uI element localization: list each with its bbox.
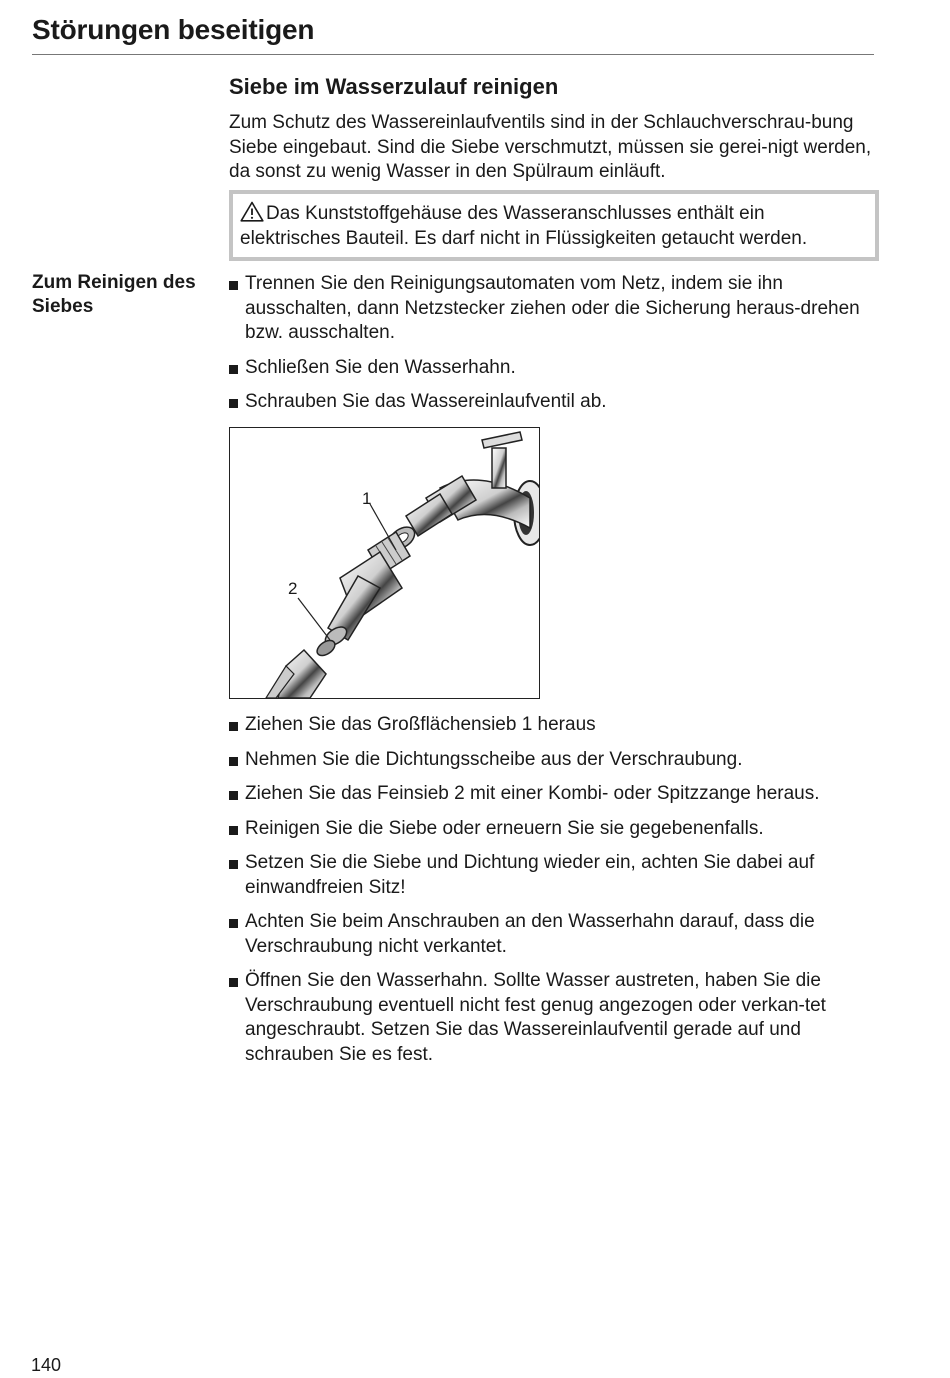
page-number: 140 bbox=[31, 1355, 62, 1375]
tap-filter-illustration bbox=[229, 427, 540, 699]
warning-triangle-icon bbox=[240, 201, 264, 222]
list-item: Nehmen Sie die Dichtungsscheibe aus der Verschraubung. bbox=[229, 748, 879, 773]
tap-filter-drawing bbox=[230, 428, 539, 698]
list-item: Achten Sie beim Anschrauben an den Wasserhahn darauf, dass die Verschraubung nicht verkantet. bbox=[229, 910, 879, 959]
list-item: Ziehen Sie das Großflächensieb 1 heraus bbox=[229, 713, 879, 738]
list-item: Öffnen Sie den Wasserhahn. Sollte Wasser austreten, haben Sie die Verschraubung eventuell nicht fest genug angezogen oder verkan-tet angeschraubt. Setzen Sie das Wassereinlaufventil gerade auf und schrauben Sie es fest. bbox=[229, 969, 879, 1067]
faucet bbox=[406, 432, 530, 536]
warning-box bbox=[229, 190, 879, 261]
list-item: Reinigen Sie die Siebe oder erneuern Sie sie gegebenenfalls. bbox=[229, 817, 879, 842]
list-item: Setzen Sie die Siebe und Dichtung wieder ein, achten Sie dabei auf einwandfreien Sitz! bbox=[229, 851, 879, 900]
section-title: Siebe im Wasserzulauf reinigen bbox=[229, 74, 559, 99]
steps-list-after bbox=[229, 713, 879, 1077]
intro-paragraph: Zum Schutz des Wassereinlaufventils sind in der Schlauchverschrau-bung Siebe eingebaut. Sind die Siebe verschmutzt, müssen sie gerei-nigt werden, da sonst zu wenig Wasser in den Spülraum einläuft. bbox=[229, 112, 872, 182]
list-item: Ziehen Sie das Feinsieb 2 mit einer Kombi- oder Spitzzange heraus. bbox=[229, 782, 879, 807]
figure-label-1: 1 bbox=[362, 489, 372, 508]
steps-list-before bbox=[229, 272, 879, 425]
hose-nut bbox=[266, 650, 326, 698]
page-header-title: Störungen beseitigen bbox=[32, 14, 315, 45]
list-item: Schließen Sie den Wasserhahn. bbox=[229, 356, 879, 381]
list-item: Trennen Sie den Reinigungsautomaten vom Netz, indem sie ihn ausschalten, dann Netzstecker ziehen oder die Sicherung heraus-drehen bzw. ausschalten. bbox=[229, 272, 879, 346]
figure-label-2: 2 bbox=[288, 579, 298, 598]
leader-line-2 bbox=[298, 598, 330, 640]
side-label: Zum Reinigen des Siebes bbox=[32, 272, 196, 317]
header-divider bbox=[32, 54, 874, 55]
list-item: Schrauben Sie das Wassereinlaufventil ab. bbox=[229, 390, 879, 415]
warning-text: Das Kunststoffgehäuse des Wasseranschlusses enthält ein elektrisches Bauteil. Es darf nicht in Flüssigkeiten getaucht werden. bbox=[240, 203, 808, 249]
